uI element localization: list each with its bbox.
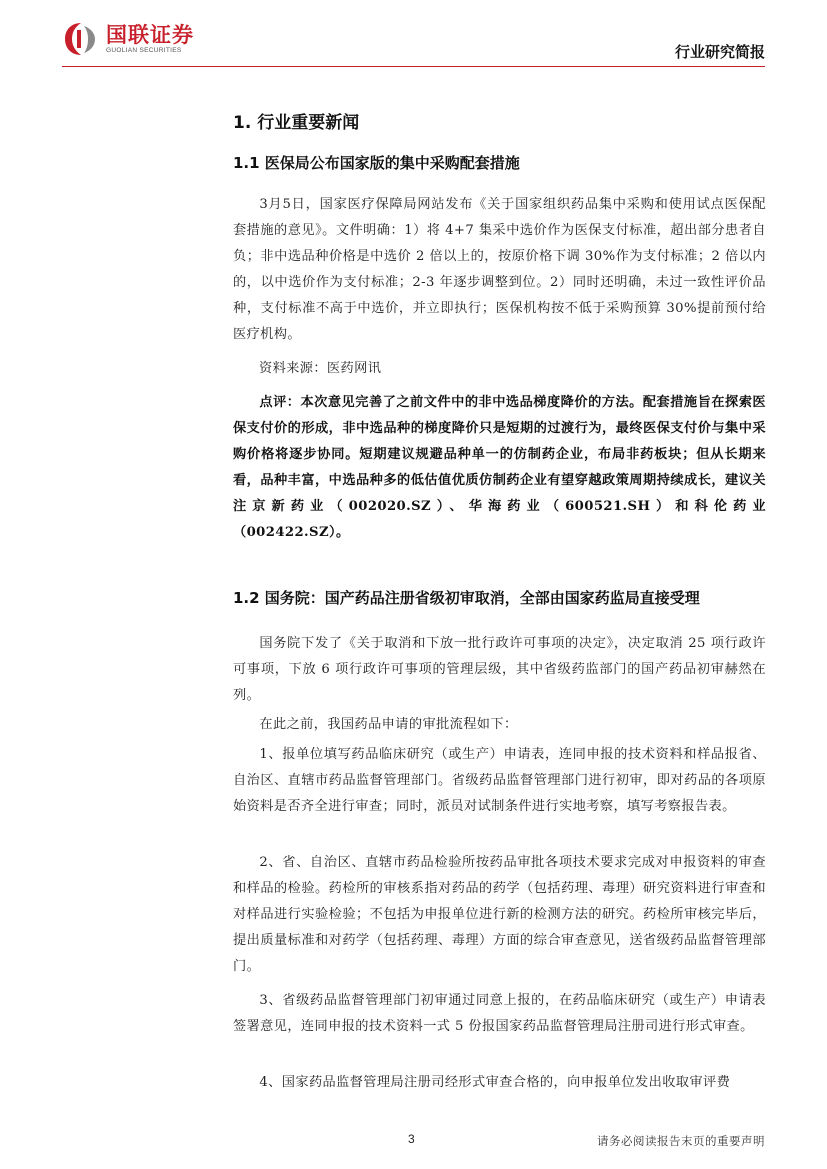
disclaimer-note: 请务必阅读报告末页的重要声明: [597, 1134, 765, 1148]
source-note: 资料来源：医药网讯: [259, 361, 382, 376]
body-paragraph: 3、省级药品监督管理部门初审通过同意上报的，在药品临床研究（或生产）申请表签署意见，连同申报的技术资料一式 5 份报国家药品监督管理局注册司进行形式审查。: [233, 993, 766, 1034]
page-number: 3: [408, 1132, 415, 1146]
report-type-label: 行业研究简报: [674, 43, 765, 61]
body-paragraph: 2、省、自治区、直辖市药品检验所按药品审批各项技术要求完成对申报资料的审查和样品的检验。药检所的审核系指对药品的药学（包括药理、毒理）研究资料进行审查和对样品进行实验检验；不包括为申报单位进行新的检测方法的研究。药检所审核完毕后，提出质量标准和对药学（包括药理、毒理）方面的综合审查意见，送省级药品监督管理部门。: [233, 855, 766, 974]
news-paragraph: 3月5日，国家医疗保障局网站发布《关于国家组织药品集中采购和使用试点医保配套措施的意见》。文件明确：1）将 4+7 集采中选价作为医保支付标准，超出部分患者自负；非中选品种价格是中选价 2 倍以上的，按原价格下调 30%作为支付标准；2 倍以内的，以中选价作为支付标准；2-3 年逐步调整到位。2）同时还明确，未过一致性评价品种，支付标准不高于中选价，并立即执行；医保机构按不低于采购预算 30%提前预付给医疗机构。: [233, 197, 766, 342]
header-divider: [62, 66, 765, 67]
guolian-logo-icon: [62, 20, 100, 58]
body-paragraph: 国务院下发了《关于取消和下放一批行政许可事项的决定》，决定取消 25 项行政许可事项，下放 6 项行政许可事项的管理层级，其中省级药监部门的国产药品初审赫然在列。: [233, 636, 766, 703]
comment-paragraph: 点评：本次意见完善了之前文件中的非中选品梯度降价的方法。配套措施旨在探索医保支付价的形成，非中选品种的梯度降价只是短期的过渡行为，最终医保支付价与集中采购价格将逐步协同。短期建议规避品种单一的仿制药企业，布局非药板块；但从长期来看，品种丰富，中选品种多的低估值优质仿制药企业有望穿越政策周期持续成长，建议关注京新药业（002020.SZ）、华海药业（600521.SH）和科伦药业（002422.SZ）。: [233, 395, 766, 540]
logo-english-name: GUOLIAN SECURITIES: [106, 47, 182, 54]
section-heading: 1. 行业重要新闻: [233, 113, 360, 133]
page-header: [0, 0, 827, 75]
logo-chinese-name: 国联证券: [106, 23, 194, 47]
body-paragraph: 4、国家药品监督管理局注册司经形式审查合格的，向申报单位发出收取审评费: [259, 1075, 731, 1090]
subsection-heading-1-2: 1.2 国务院：国产药品注册省级初审取消，全部由国家药监局直接受理: [233, 589, 700, 607]
body-paragraph: 1、报单位填写药品临床研究（或生产）申请表，连同申报的技术资料和样品报省、自治区、直辖市药品监督管理部门。省级药品监督管理部门进行初审，即对药品的各项原始资料是否齐全进行审查；同时，派员对试制条件进行实地考察，填写考察报告表。: [233, 747, 766, 814]
guolian-logo: [62, 20, 194, 58]
subsection-heading-1-1: 1.1 医保局公布国家版的集中采购配套措施: [233, 154, 520, 172]
body-paragraph: 在此之前，我国药品申请的审批流程如下：: [259, 717, 518, 732]
